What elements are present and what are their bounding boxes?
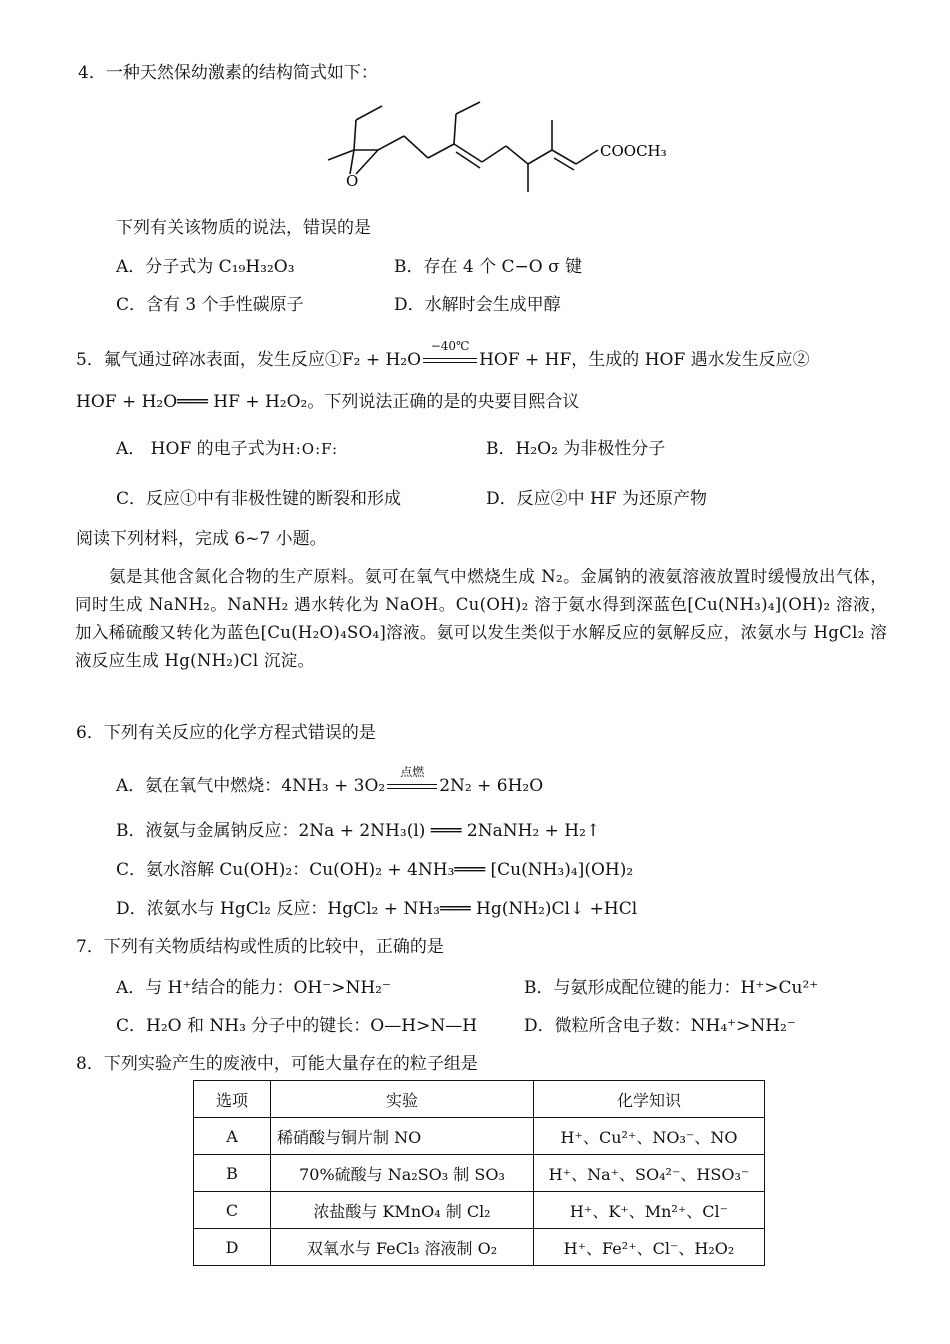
q6-reaction-arrow [385, 765, 439, 797]
header-experiment: 实验 [271, 1081, 534, 1118]
q6-stem: 6．下列有关反应的化学方程式错误的是 [76, 723, 376, 743]
header-option: 选项 [194, 1081, 271, 1118]
q5-condition: −40℃ [430, 339, 470, 353]
q4-option-c: C．含有 3 个手性碳原子 [116, 295, 304, 315]
q6-option-a-pre: A．氨在氧气中燃烧：4NH₃ + 3O₂ [116, 776, 386, 796]
q7-option-c: C．H₂O 和 NH₃ 分子中的键长：O—H>N—H [116, 1016, 478, 1036]
q5-option-b: B．H₂O₂ 为非极性分子 [486, 439, 666, 459]
q7-option-d: D．微粒所含电子数：NH₄⁺>NH₂⁻ [524, 1016, 796, 1036]
q5-option-a-text: A． HOF 的电子式为 [116, 439, 282, 459]
q6-option-b: B．液氨与金属钠反应：2Na + 2NH₃(l) ═══ 2NaNH₂ + H₂↑ [116, 821, 601, 841]
q8-table [193, 1080, 765, 1266]
hof-electron-formula: H:O:F: [281, 440, 339, 458]
q5-line1 [76, 339, 810, 371]
q4-stem: 4．一种天然保幼激素的结构简式如下： [78, 63, 378, 83]
cell-knowledge: H⁺、Fe²⁺、Cl⁻、H₂O₂ [534, 1229, 765, 1266]
q5-option-c: C．反应①中有非极性键的断裂和形成 [116, 489, 402, 509]
cell-option: D [194, 1229, 271, 1266]
table-row [194, 1155, 765, 1192]
q4-option-b: B．存在 4 个 C−O σ 键 [394, 257, 583, 277]
q4-option-d: D．水解时会生成甲醇 [394, 295, 561, 315]
table-header-row [194, 1081, 765, 1118]
cell-option: A [194, 1118, 271, 1155]
cell-knowledge: H⁺、Na⁺、SO₄²⁻、HSO₃⁻ [534, 1155, 765, 1192]
q6-option-d: D．浓氨水与 HgCl₂ 反应：HgCl₂ + NH₃═══ Hg(NH₂)Cl↓ +HCl [116, 899, 638, 919]
q5-option-a [116, 438, 338, 460]
q5-line2: HOF + H₂O═══ HF + H₂O₂。下列说法正确的是的央要目熙合议 [76, 392, 580, 412]
q5-reaction-arrow [421, 339, 479, 371]
cell-knowledge: H⁺、Cu²⁺、NO₃⁻、NO [534, 1118, 765, 1155]
q5-option-d: D．反应②中 HF 为还原产物 [486, 489, 708, 509]
reading-material: 氨是其他含氮化合物的生产原料。氨可在氧气中燃烧生成 N₂。金属钠的液氨溶液放置时缓慢放出气体，同时生成 NaNH₂。NaNH₂ 遇水转化为 NaOH。Cu(OH)₂ 溶于氨水得到深蓝色[Cu(NH₃)₄](OH)₂ 溶液，加入稀硫酸又转化为蓝色[Cu(H₂O)₄SO₄]溶液。氨可以发生类似于水解反应的氨解反应，浓氨水与 HgCl₂ 溶液反应生成 Hg(NH₂)Cl 沉淀。 [75, 567, 887, 670]
q4-option-a: A．分子式为 C₁₉H₃₂O₃ [116, 257, 295, 277]
q6-option-c: C．氨水溶解 Cu(OH)₂：Cu(OH)₂ + 4NH₃═══ [Cu(NH₃)₄](OH)₂ [116, 860, 634, 880]
epoxide-oxygen: O [346, 172, 359, 190]
cell-experiment: 70%硫酸与 Na₂SO₃ 制 SO₃ [271, 1155, 534, 1192]
q5-line1-pre: 5．氟气通过碎冰表面，发生反应①F₂ + H₂O [76, 350, 422, 370]
cell-experiment: 双氧水与 FeCl₃ 溶液制 O₂ [271, 1229, 534, 1266]
q8-stem: 8．下列实验产生的废液中，可能大量存在的粒子组是 [76, 1054, 478, 1074]
table-row [194, 1229, 765, 1266]
q5-line1-post: HOF + HF，生成的 HOF 遇水发生反应② [479, 350, 810, 370]
q6-condition: 点燃 [400, 765, 425, 779]
q7-stem: 7．下列有关物质结构或性质的比较中，正确的是 [76, 937, 444, 957]
cell-experiment: 浓盐酸与 KMnO₄ 制 Cl₂ [271, 1192, 534, 1229]
q6-option-a [116, 765, 544, 797]
juvenile-hormone-structure [322, 96, 682, 196]
q7-option-b: B．与氨形成配位键的能力：H⁺>Cu²⁺ [524, 978, 819, 998]
header-knowledge: 化学知识 [534, 1081, 765, 1118]
table-row [194, 1118, 765, 1155]
q6-option-a-post: 2N₂ + 6H₂O [439, 776, 544, 796]
cell-experiment: 稀硝酸与铜片制 NO [271, 1118, 534, 1155]
table-row [194, 1192, 765, 1229]
ester-group: COOCH₃ [600, 142, 667, 160]
q4-prompt: 下列有关该物质的说法，错误的是 [116, 218, 371, 238]
reading-intro: 阅读下列材料，完成 6~7 小题。 [76, 529, 327, 549]
q7-option-a: A．与 H⁺结合的能力：OH⁻>NH₂⁻ [116, 978, 391, 998]
cell-option: C [194, 1192, 271, 1229]
cell-option: B [194, 1155, 271, 1192]
cell-knowledge: H⁺、K⁺、Mn²⁺、Cl⁻ [534, 1192, 765, 1229]
